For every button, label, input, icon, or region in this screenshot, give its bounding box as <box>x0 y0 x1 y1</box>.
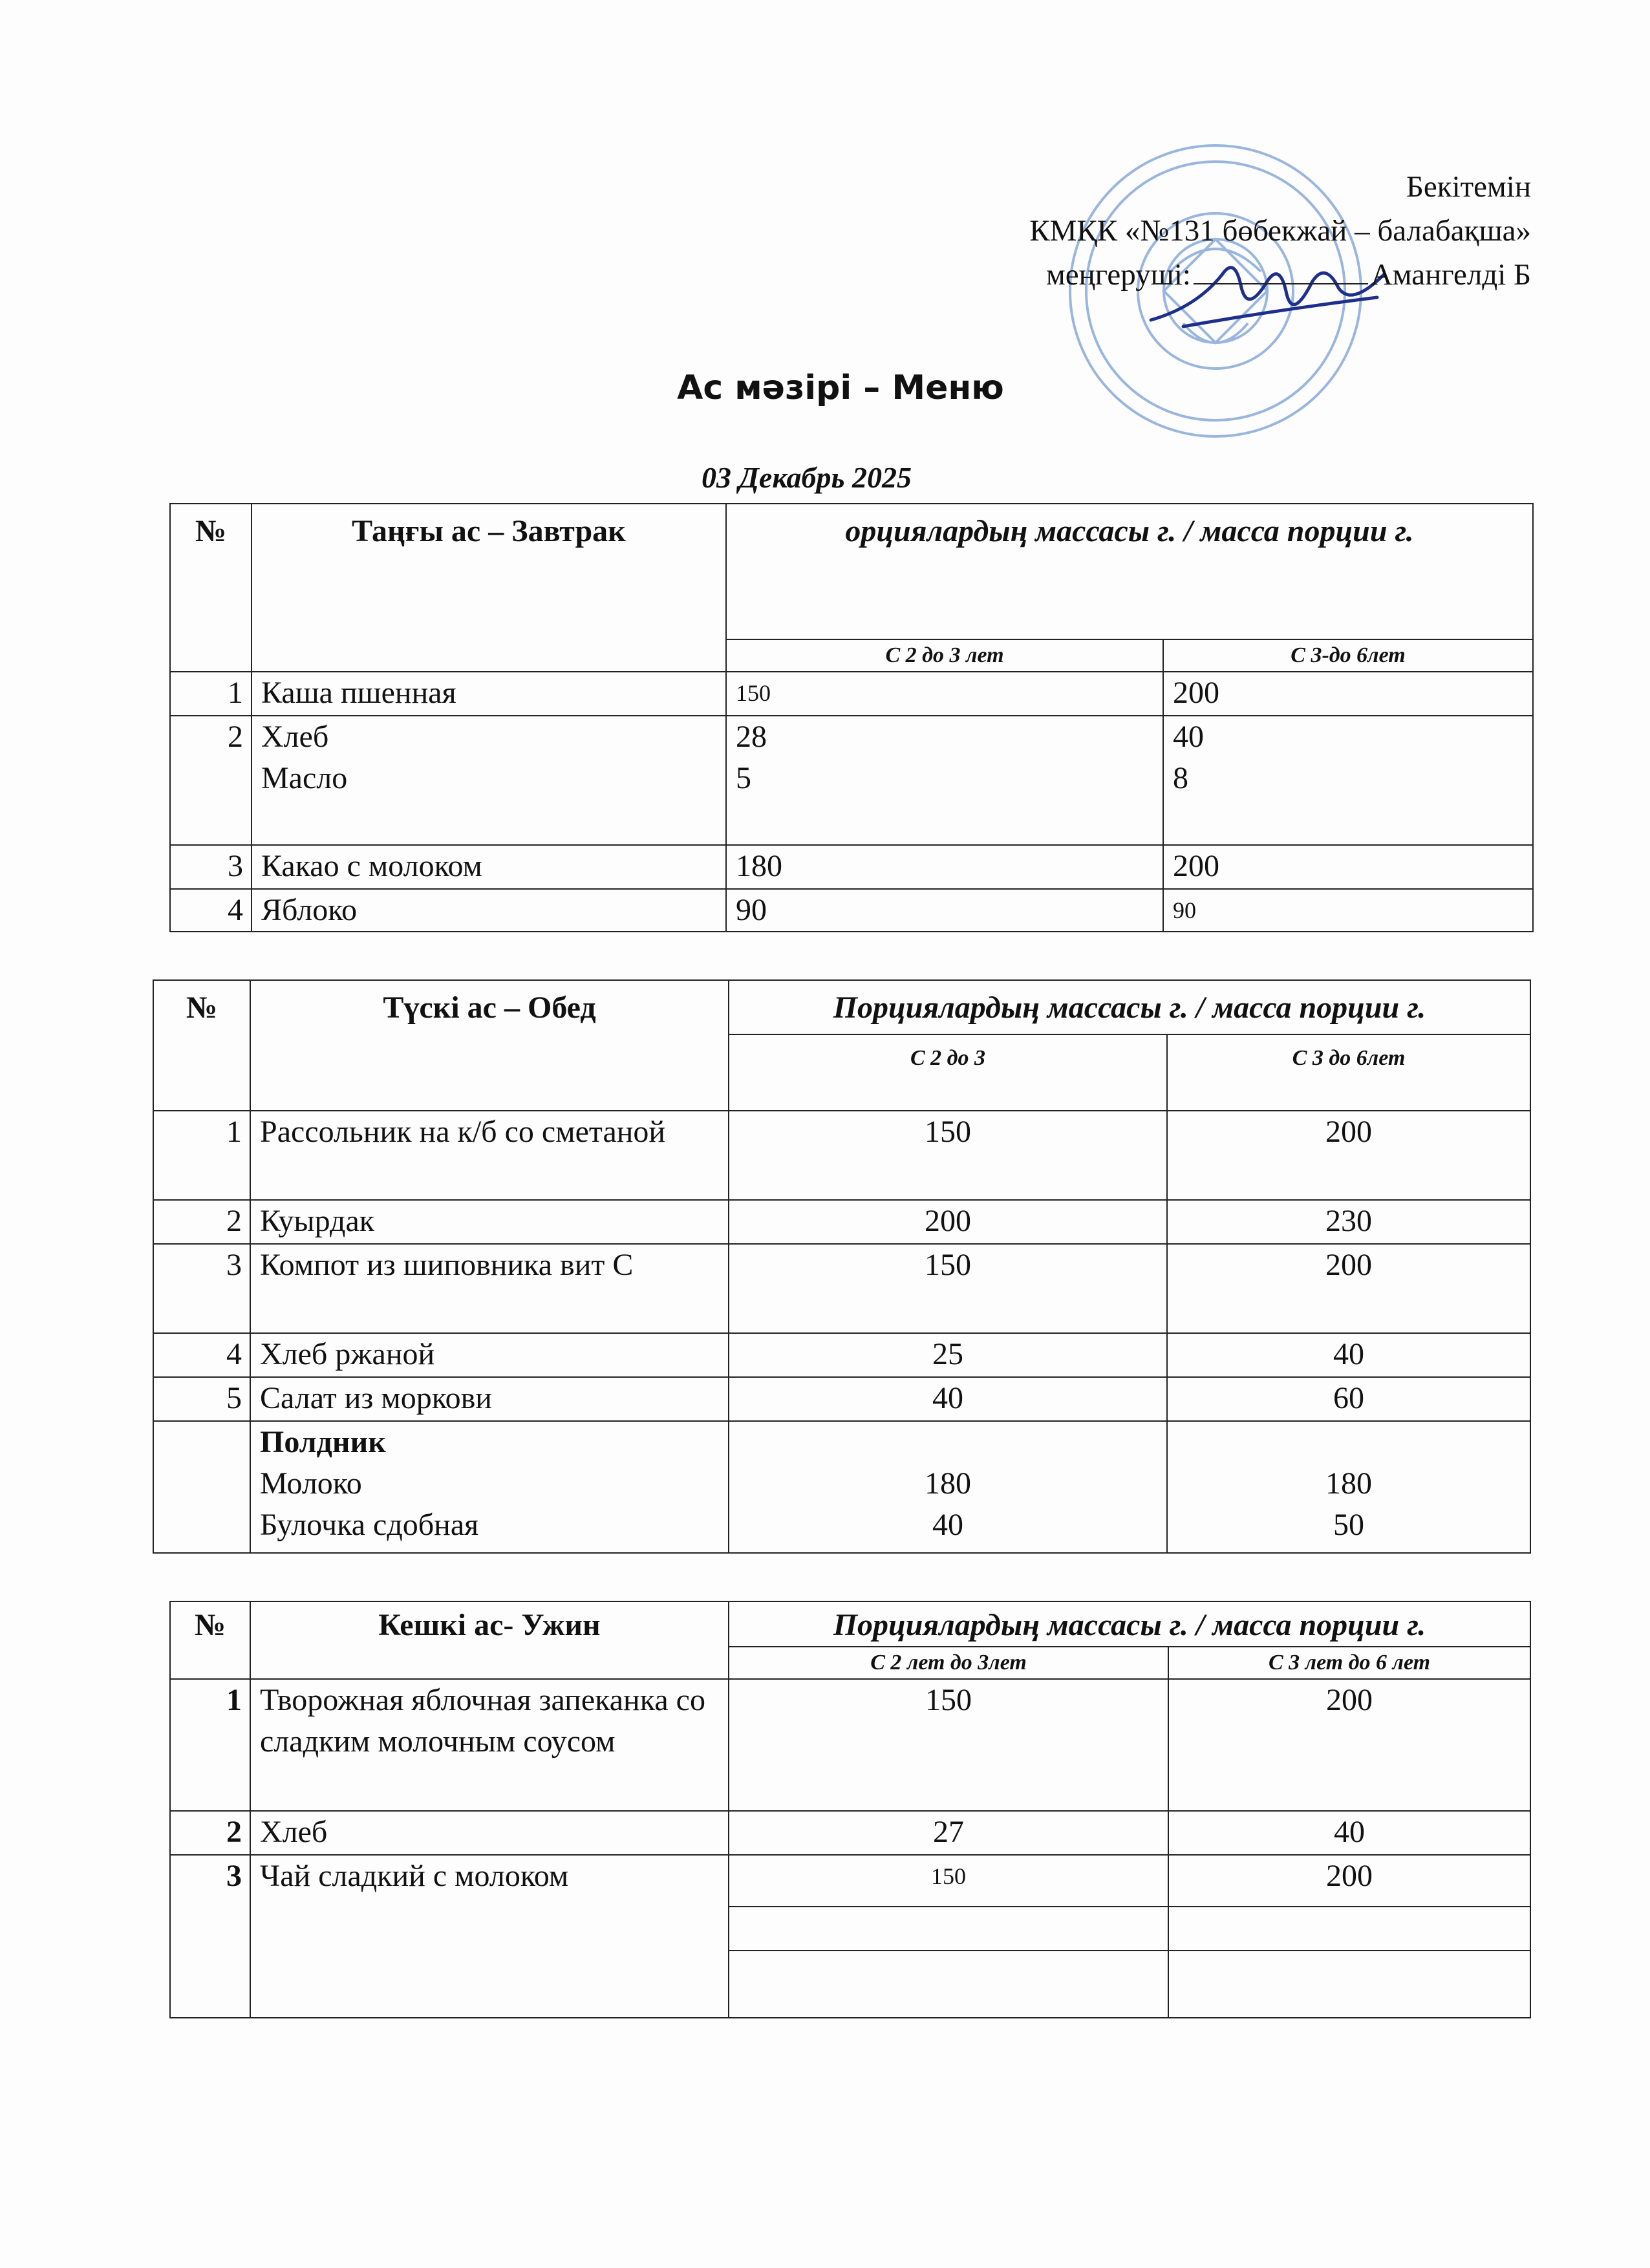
dinner-table <box>169 1601 1531 2018</box>
table-row <box>170 672 1533 716</box>
portion-b: 200 <box>1167 1244 1530 1333</box>
empty-cell <box>1168 1907 1530 1951</box>
dish-name: Чай сладкий с молоком <box>250 1855 729 2018</box>
row-number: 4 <box>170 889 252 932</box>
portion-a: 150 <box>729 1244 1167 1333</box>
col-portion-header: Порциялардың массасы г. / масса порции г. <box>729 980 1530 1034</box>
portion-a <box>729 1421 1167 1553</box>
col-number-header: № <box>170 504 252 672</box>
table-row <box>153 1333 1530 1377</box>
portion-a <box>726 716 1163 845</box>
dish-name: Творожная яблочная запеканка со сладким молочным соусом <box>250 1679 729 1811</box>
approval-block <box>1029 165 1531 297</box>
age-group-b: С 3 лет до 6 лет <box>1168 1647 1530 1679</box>
approval-head <box>1029 253 1531 297</box>
row-number: 3 <box>170 1855 250 2018</box>
portion-value: 180 <box>925 1466 971 1501</box>
portion-value: 40 <box>1173 720 1204 754</box>
portion-b: 230 <box>1167 1200 1530 1244</box>
col-portion-header: Порциялардың массасы г. / масса порции г. <box>729 1601 1530 1647</box>
portion-a: 150 <box>729 1855 1168 1907</box>
table-row <box>170 1811 1530 1855</box>
dish-name: Яблоко <box>252 889 726 932</box>
age-group-a: С 2 до 3 <box>729 1034 1167 1111</box>
portion-a: 180 <box>726 845 1163 889</box>
approval-org: КМҚК «№131 бөбекжай – балабақша» <box>1029 214 1531 248</box>
row-number: 3 <box>170 845 252 889</box>
portion-b: 40 <box>1168 1811 1530 1855</box>
portion-b: 200 <box>1168 1679 1530 1811</box>
portion-value: 28 <box>736 720 767 754</box>
snack-items <box>250 1421 729 1553</box>
page-title: Ас мәзірі – Меню <box>677 369 1004 407</box>
snack-row <box>153 1421 1530 1553</box>
approval-line1: Бекітемін <box>1406 170 1531 204</box>
portion-a: 150 <box>729 1111 1167 1200</box>
portion-value: 5 <box>736 761 751 795</box>
dish-name: Куырдак <box>250 1200 729 1244</box>
dish-name: Компот из шиповника вит С <box>250 1244 729 1333</box>
dish-name <box>252 716 726 845</box>
portion-b: 60 <box>1167 1377 1530 1421</box>
dish-line: Хлеб <box>261 720 329 754</box>
col-number-header: № <box>170 1601 250 1679</box>
dish-line: Молоко <box>260 1466 362 1501</box>
portion-value: 40 <box>932 1508 963 1542</box>
row-number: 3 <box>153 1244 250 1333</box>
age-group-b: С 3 до 6лет <box>1167 1034 1530 1111</box>
col-meal-header: Түскі ас – Обед <box>250 980 729 1111</box>
table-row <box>170 716 1533 845</box>
snack-title: Полдник <box>260 1425 386 1459</box>
row-number: 4 <box>153 1333 250 1377</box>
age-group-b: С 3-до 6лет <box>1163 639 1533 672</box>
table-row <box>153 1377 1530 1421</box>
portion-b: 200 <box>1163 845 1533 889</box>
dish-name: Хлеб <box>250 1811 729 1855</box>
dish-name: Хлеб ржаной <box>250 1333 729 1377</box>
portion-a: 150 <box>729 1679 1168 1811</box>
portion-value: 50 <box>1333 1508 1364 1542</box>
portion-a: 150 <box>726 672 1163 716</box>
col-meal-header: Кешкі ас- Ужин <box>250 1601 729 1679</box>
age-group-a: С 2 лет до 3лет <box>729 1647 1168 1679</box>
table-row <box>170 889 1533 932</box>
portion-value: 8 <box>1173 761 1188 795</box>
portion-a: 40 <box>729 1377 1167 1421</box>
col-meal-header: Таңғы ас – Завтрак <box>252 504 726 672</box>
dish-name: Салат из моркови <box>250 1377 729 1421</box>
portion-a: 27 <box>729 1811 1168 1855</box>
dish-name: Рассольник на к/б со сметаной <box>250 1111 729 1200</box>
approval-position: меңгеруші: <box>1045 258 1191 292</box>
empty-cell <box>729 1907 1168 1951</box>
portion-b: 200 <box>1163 672 1533 716</box>
dish-name: Какао с молоком <box>252 845 726 889</box>
table-row <box>170 1855 1530 1907</box>
col-portion-header: орциялардың массасы г. / масса порции г. <box>726 504 1533 639</box>
empty-cell <box>729 1951 1168 2018</box>
menu-date: 03 Декабрь 2025 <box>702 461 912 494</box>
row-number: 2 <box>170 1811 250 1855</box>
row-number: 5 <box>153 1377 250 1421</box>
table-row <box>170 845 1533 889</box>
portion-b: 90 <box>1163 889 1533 932</box>
portion-b: 200 <box>1168 1855 1530 1907</box>
dish-line: Масло <box>261 761 348 795</box>
empty-cell <box>1168 1951 1530 2018</box>
portion-b <box>1163 716 1533 845</box>
row-number: 1 <box>153 1111 250 1200</box>
table-row <box>153 1200 1530 1244</box>
row-number: 1 <box>170 672 252 716</box>
row-number: 2 <box>153 1200 250 1244</box>
breakfast-table <box>169 503 1534 932</box>
table-row <box>153 1111 1530 1200</box>
age-group-a: С 2 до 3 лет <box>726 639 1163 672</box>
table-row <box>153 1244 1530 1333</box>
row-number: 2 <box>170 716 252 845</box>
table-row <box>170 1679 1530 1811</box>
portion-b <box>1167 1421 1530 1553</box>
row-number: 1 <box>170 1679 250 1811</box>
portion-a: 200 <box>729 1200 1167 1244</box>
signature-line <box>1194 253 1368 284</box>
dish-line: Булочка сдобная <box>260 1508 479 1542</box>
approval-head-name: Амангелді Б <box>1370 258 1531 292</box>
row-number <box>153 1421 250 1553</box>
lunch-table <box>153 979 1531 1554</box>
portion-a: 25 <box>729 1333 1167 1377</box>
portion-value: 180 <box>1325 1466 1372 1501</box>
col-number-header: № <box>153 980 250 1111</box>
portion-b: 200 <box>1167 1111 1530 1200</box>
portion-b: 40 <box>1167 1333 1530 1377</box>
portion-a: 90 <box>726 889 1163 932</box>
dish-name: Каша пшенная <box>252 672 726 716</box>
